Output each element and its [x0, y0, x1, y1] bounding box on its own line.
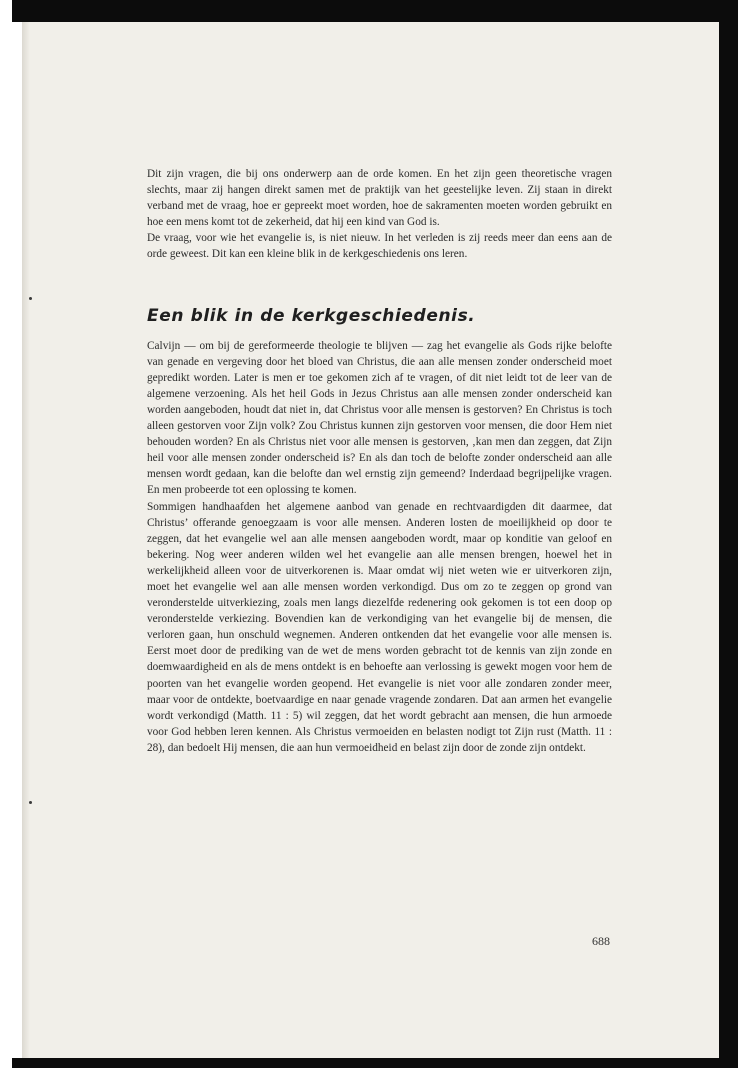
intro-paragraph: Dit zijn vragen, die bij ons onderwerp aan de orde komen. En het zijn geen theoretische vragen slechts, maar zij hangen direkt samen met de praktijk van het geestelijke leven. Zij staan in direkt verband met de vraag, hoe er gepreekt moet worden, hoe de sakramenten moeten worden gebruikt en hoe een mens komt tot de zekerheid, dat hij een kind van God is.: [147, 168, 612, 229]
margin-mark: [29, 801, 32, 804]
page-number: 688: [592, 934, 610, 948]
paper-edge-shadow: [22, 22, 30, 1058]
scan-border-right: [718, 0, 738, 1068]
margin-mark: [29, 297, 32, 300]
section-heading: Een blik in de kerkgeschiedenis.: [147, 305, 476, 326]
page-body: [147, 166, 612, 756]
scan-border-top: [12, 0, 738, 22]
body-paragraph: Sommigen handhaafden het algemene aanbod van genade en rechtvaardigden dit daarmee, dat Christus’ offerande genoegzaam is voor alle mensen. Anderen losten de moeilijkheid op door te zeggen, dat het evangelie wel aan alle mensen aangeboden wordt, maar op konditie van geloof en bekering. Nog weer anderen wilden wel het evangelie aan alle mensen brengen, hoewel het in werkelijkheid alleen voor de uitverkorenen is. Maar omdat wij niet weten wie er uitverkoren zijn, moet het evangelie wel aan alle mensen worden verkondigd. Dus om zo te zeggen op grond van veronderstelde uitverkiezing, zoals men langs diezelfde redenering ook gekomen is tot een doop op veronderstelde verkiezing. Bovendien kan de verkondiging van het evangelie bij de mensen, die verloren gaan, hun onschuld wegnemen. Anderen ontkenden dat het evangelie voor alle mensen is. Eerst moet door de prediking van de wet de mens worden gebracht tot de kennis van zijn zonde en doemwaardigheid en als de mens ontdekt is en behoefte aan verlossing is gewekt mogen voor hem de poorten van het evangelie worden geopend. Het evangelie is niet voor alle zondaren zonder meer, maar voor de ontdekte, boetvaardige en naar genade vragende zondaren. Dat aan armen het evangelie wordt verkondigd (Matth. 11 : 5) wil zeggen, dat het wordt gebracht aan mensen, die hun armoede voor God hebben leren kennen. Als Christus vermoeiden en belasten nodigt tot Zijn rust (Matth. 11 : 28), dan bedoelt Hij mensen, die aan hun vermoeidheid en belast zijn door de zonde zijn ontdekt.: [147, 500, 612, 754]
intro-paragraph: De vraag, voor wie het evangelie is, is niet nieuw. In het verleden is zij reeds meer dan eens aan de orde geweest. Dit kan een kleine blik in de kerkgeschiedenis ons leren.: [147, 232, 612, 261]
body-paragraph: Calvijn — om bij de gereformeerde theologie te blijven — zag het evangelie als Gods rijke belofte van genade en vergeving door het bloed van Christus, die aan alle mensen zonder onderscheid moet gepredikt worden. Later is men er toe gekomen zich af te vragen, of dit niet leidt tot de leer van de algemene verzoening. Als het heil Gods in Jezus Christus aan alle mensen zonder onderscheid kan worden aangeboden, houdt dat niet in, dat Christus voor alle mensen is gestorven? En Christus is toch alleen gestorven voor Zijn volk? Zou Christus kunnen zijn gestorven voor mensen, die door Hem niet behouden worden? En als Christus niet voor alle mensen is gestorven, ‚kan men dan zeggen, dat Zijn heil voor alle mensen zonder onderscheid is? En als dan toch de belofte zonder onderscheid aan alle mensen wordt gedaan, kan die belofte dan wel ernstig zijn gemeend? Inderdaad begrijpelijke vragen. En men probeerde tot een oplossing te komen.: [147, 339, 612, 497]
scan-border-bottom: [12, 1058, 738, 1068]
